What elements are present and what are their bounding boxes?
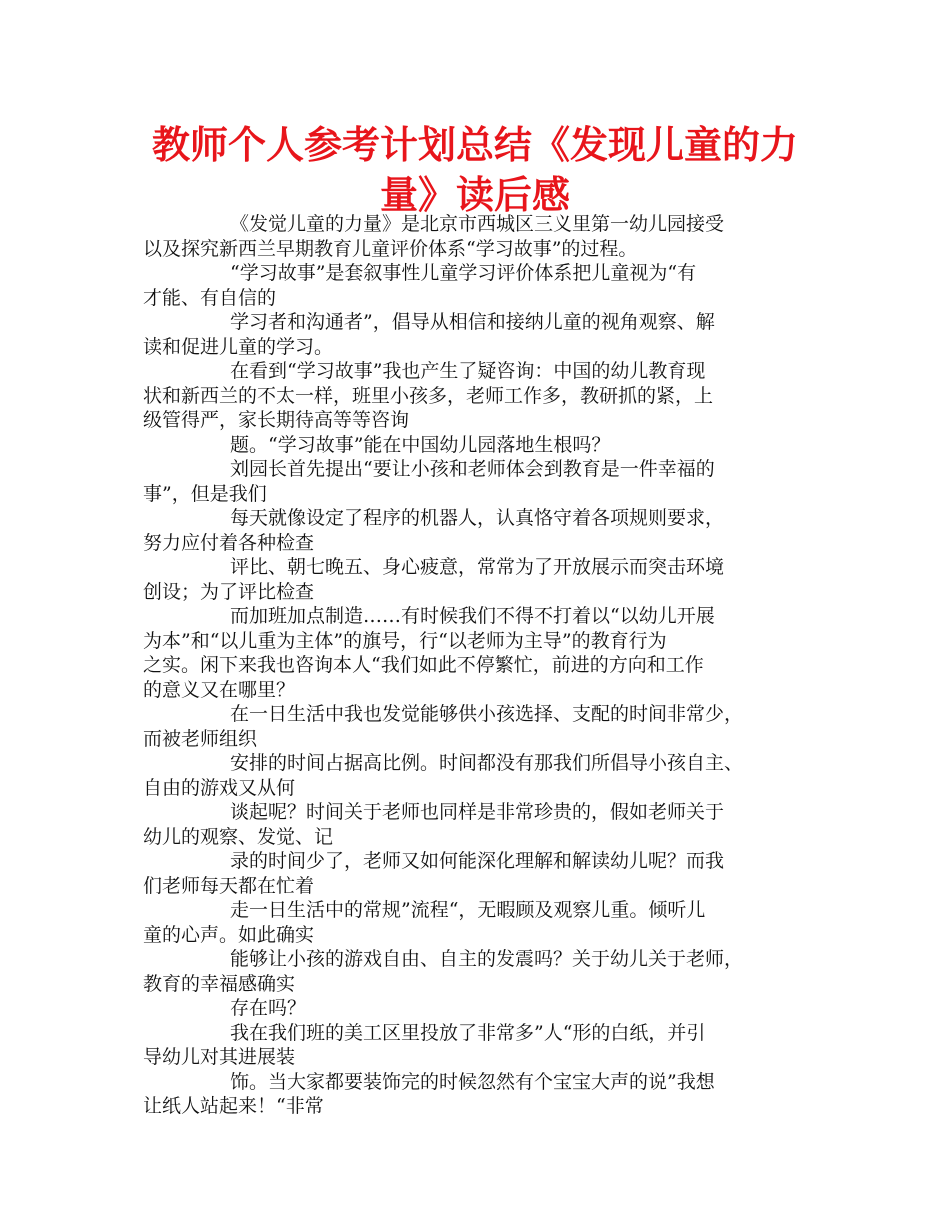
body-text-line: 刘园长首先提出“要让小孩和老师体会到教育是一件幸福的: [230, 458, 715, 480]
document-body: [143, 212, 827, 1119]
body-text-line: 之实。闲下来我也咨询本人“我们如此不停繁忙，前进的方向和工作: [143, 654, 704, 676]
body-text-line: 以及探究新西兰早期教育儿童评价体系“学习故事”的过程。: [143, 237, 638, 260]
body-text-line: 每天就像设定了程序的机器人，认真恪守着各项规则要求，: [230, 507, 725, 529]
body-text-line: 才能、有自信的: [143, 286, 277, 309]
body-text-line: 评比、朝七晚五、身心疲意，常常为了开放展示而突击环境: [230, 556, 725, 578]
body-text-line: 在一日生活中我也发觉能够供小孩选择、支配的时间非常少，: [230, 703, 744, 725]
body-text-line: 谈起呢？时间关于老师也同样是非常珍贵的，假如老师关于: [230, 801, 725, 823]
body-text-line: 创设；为了评比检查: [143, 580, 315, 603]
body-text-line: 走一日生活中的常规”流程“，无暇顾及观察儿重。倾听儿: [230, 899, 706, 921]
body-text-line: 们老师每天都在忙着: [143, 874, 315, 897]
body-text-line: 的意义又在哪里？: [143, 678, 296, 701]
body-text-line: 教育的幸福感确实: [143, 972, 296, 995]
body-text-line: 饰。当大家都要装饰完的时候忽然有个宝宝大声的说”我想: [230, 1070, 715, 1093]
title-line: 量》读后感: [379, 173, 570, 217]
body-text-line: 努力应付着各种检查: [143, 531, 315, 554]
body-text-line: 《发觉儿童的力量》是北京市西城区三义里第一幼儿园接受: [230, 213, 725, 235]
body-text-line: 在看到“学习故事”我也产生了疑咨询：中国的幼儿教育现: [230, 360, 706, 382]
body-text-line: 而加班加点制造……有时候我们不得不打着以“以幼儿开展: [230, 605, 715, 627]
document-title: [140, 120, 810, 220]
body-text-line: 让纸人站起来！“非常: [143, 1095, 324, 1117]
body-text-line: 读和促进儿童的学习。: [143, 335, 334, 358]
body-text-line: 幼儿的观察、发觉、记: [143, 825, 334, 848]
body-text-line: 事”，但是我们: [143, 482, 267, 505]
body-text-line: 为本”和“以儿重为主体”的旗号，行“以老师为主导”的教育行为: [143, 629, 667, 652]
body-text-line: 状和新西兰的不太一样，班里小孩多，老师工作多，教研抓的紧，上: [143, 384, 714, 407]
body-text-line: 存在吗？: [230, 997, 307, 1019]
body-text-line: 级管得严，家长期待高等等咨询: [143, 409, 410, 431]
body-text-line: 导幼儿对其进展装: [143, 1046, 296, 1068]
body-text-line: 而被老师组织: [143, 727, 258, 750]
title-line: 教师个人参考计划总结《发现儿童的力: [151, 123, 798, 167]
body-text-line: 录的时间少了，老师又如何能深化理解和解读幼儿呢？而我: [230, 850, 725, 872]
body-text-line: 自由的游戏又从何: [143, 776, 296, 799]
body-text-line: 安排的时间占据高比例。时间都没有那我们所倡导小孩自主、: [230, 752, 744, 774]
body-text-line: “学习故事”是套叙事性儿童学习评价体系把儿童视为“有: [230, 262, 697, 284]
body-text-line: 童的心声。如此确实: [143, 923, 315, 946]
body-text-line: 题。“学习故事”能在中国幼儿园落地生根吗？: [230, 433, 611, 456]
body-text-line: 能够让小孩的游戏自由、自主的发震吗？关于幼儿关于老师，: [230, 948, 744, 970]
body-text-line: 学习者和沟通者”，倡导从相信和接纳儿童的视角观察、解: [230, 311, 715, 333]
body-text-line: 我在我们班的美工区里投放了非常多”人“形的白纸，并引: [230, 1021, 706, 1044]
